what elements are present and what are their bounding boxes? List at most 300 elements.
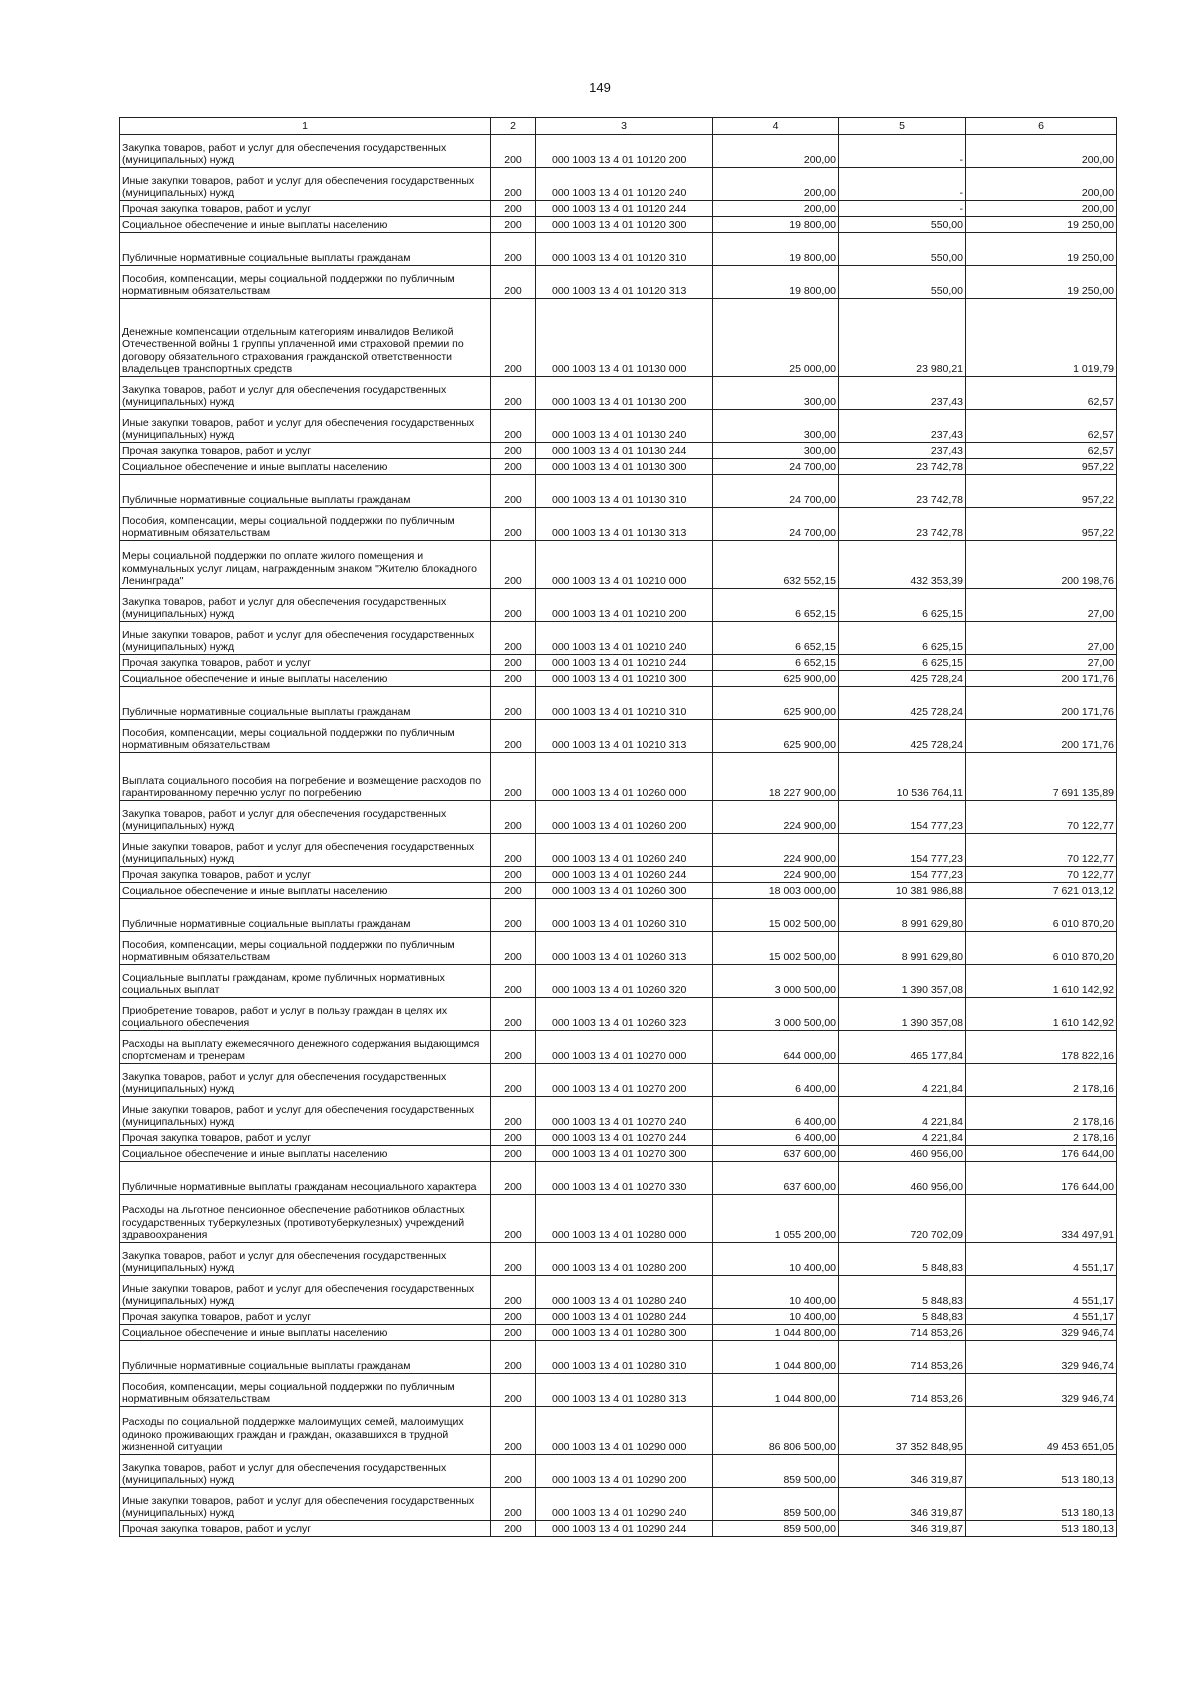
row-description: Публичные нормативные социальные выплаты гражданам (120, 233, 491, 266)
row-classification-code: 000 1003 13 4 01 10210 240 (536, 622, 713, 655)
row-unexecuted-amount: 70 122,77 (966, 801, 1117, 834)
row-unexecuted-amount: 2 178,16 (966, 1097, 1117, 1130)
row-approved-amount: 86 806 500,00 (713, 1407, 839, 1455)
table-row (120, 1130, 1117, 1146)
row-approved-amount: 859 500,00 (713, 1488, 839, 1521)
row-approved-amount: 632 552,15 (713, 541, 839, 589)
table-row (120, 687, 1117, 720)
row-description: Прочая закупка товаров, работ и услуг (120, 655, 491, 671)
row-approved-amount: 224 900,00 (713, 834, 839, 867)
row-approved-amount: 1 044 800,00 (713, 1325, 839, 1341)
row-unexecuted-amount: 513 180,13 (966, 1488, 1117, 1521)
row-executed-amount: 5 848,83 (839, 1309, 966, 1325)
row-classification-code: 000 1003 13 4 01 10270 000 (536, 1031, 713, 1064)
row-description: Иные закупки товаров, работ и услуг для обеспечения государственных (муниципальных) нужд (120, 834, 491, 867)
row-classification-code: 000 1003 13 4 01 10270 300 (536, 1146, 713, 1162)
row-unexecuted-amount: 176 644,00 (966, 1162, 1117, 1195)
row-classification-code: 000 1003 13 4 01 10210 244 (536, 655, 713, 671)
row-unexecuted-amount: 7 691 135,89 (966, 753, 1117, 801)
row-approved-amount: 200,00 (713, 135, 839, 168)
row-description: Пособия, компенсации, меры социальной поддержки по публичным нормативным обязательствам (120, 266, 491, 299)
row-description: Пособия, компенсации, меры социальной поддержки по публичным нормативным обязательствам (120, 1374, 491, 1407)
row-description: Социальное обеспечение и иные выплаты населению (120, 671, 491, 687)
row-executed-amount: 714 853,26 (839, 1325, 966, 1341)
row-description: Расходы на выплату ежемесячного денежного содержания выдающимся спортсменам и тренерам (120, 1031, 491, 1064)
row-classification-code: 000 1003 13 4 01 10130 240 (536, 410, 713, 443)
row-executed-amount: 425 728,24 (839, 720, 966, 753)
row-classification-code: 000 1003 13 4 01 10270 240 (536, 1097, 713, 1130)
row-classification-code: 000 1003 13 4 01 10120 244 (536, 201, 713, 217)
row-description: Расходы на льготное пенсионное обеспечение работников областных государственных туберкулезных (противотуберкулезных) учреждений здравоохранения (120, 1195, 491, 1243)
row-unexecuted-amount: 334 497,91 (966, 1195, 1117, 1243)
row-classification-code: 000 1003 13 4 01 10290 240 (536, 1488, 713, 1521)
row-executed-amount: - (839, 168, 966, 201)
row-unexecuted-amount: 1 610 142,92 (966, 965, 1117, 998)
row-executed-amount: 237,43 (839, 443, 966, 459)
row-executed-amount: - (839, 135, 966, 168)
row-executed-amount: 425 728,24 (839, 687, 966, 720)
row-unexecuted-amount: 200 171,76 (966, 687, 1117, 720)
row-line-code: 200 (491, 1325, 536, 1341)
column-header-4: 4 (713, 118, 839, 135)
row-description: Приобретение товаров, работ и услуг в пользу граждан в целях их социального обеспечения (120, 998, 491, 1031)
row-unexecuted-amount: 27,00 (966, 589, 1117, 622)
row-unexecuted-amount: 513 180,13 (966, 1521, 1117, 1537)
row-line-code: 200 (491, 266, 536, 299)
row-classification-code: 000 1003 13 4 01 10260 323 (536, 998, 713, 1031)
row-executed-amount: 550,00 (839, 233, 966, 266)
table-row (120, 1341, 1117, 1374)
row-description: Публичные нормативные социальные выплаты гражданам (120, 899, 491, 932)
row-executed-amount: 714 853,26 (839, 1374, 966, 1407)
row-classification-code: 000 1003 13 4 01 10270 200 (536, 1064, 713, 1097)
row-executed-amount: 1 390 357,08 (839, 998, 966, 1031)
table-row (120, 998, 1117, 1031)
row-classification-code: 000 1003 13 4 01 10280 244 (536, 1309, 713, 1325)
row-line-code: 200 (491, 671, 536, 687)
row-executed-amount: 432 353,39 (839, 541, 966, 589)
row-executed-amount: 714 853,26 (839, 1341, 966, 1374)
row-description: Социальное обеспечение и иные выплаты населению (120, 459, 491, 475)
row-description: Закупка товаров, работ и услуг для обеспечения государственных (муниципальных) нужд (120, 589, 491, 622)
row-classification-code: 000 1003 13 4 01 10260 310 (536, 899, 713, 932)
row-executed-amount: 154 777,23 (839, 867, 966, 883)
table-row (120, 377, 1117, 410)
row-classification-code: 000 1003 13 4 01 10130 313 (536, 508, 713, 541)
row-executed-amount: 8 991 629,80 (839, 932, 966, 965)
row-line-code: 200 (491, 655, 536, 671)
row-approved-amount: 19 800,00 (713, 217, 839, 233)
table-row (120, 541, 1117, 589)
row-classification-code: 000 1003 13 4 01 10130 200 (536, 377, 713, 410)
row-executed-amount: 23 742,78 (839, 475, 966, 508)
row-unexecuted-amount: 200 198,76 (966, 541, 1117, 589)
row-classification-code: 000 1003 13 4 01 10260 300 (536, 883, 713, 899)
table-row (120, 834, 1117, 867)
row-line-code: 200 (491, 168, 536, 201)
page-number: 149 (589, 80, 611, 95)
row-unexecuted-amount: 1 610 142,92 (966, 998, 1117, 1031)
row-description: Меры социальной поддержки по оплате жилого помещения и коммунальных услуг лицам, награжденным знаком "Жителю блокадного Ленинграда" (120, 541, 491, 589)
row-classification-code: 000 1003 13 4 01 10130 244 (536, 443, 713, 459)
row-classification-code: 000 1003 13 4 01 10260 000 (536, 753, 713, 801)
row-executed-amount: 6 625,15 (839, 589, 966, 622)
row-description: Иные закупки товаров, работ и услуг для обеспечения государственных (муниципальных) нужд (120, 410, 491, 443)
row-line-code: 200 (491, 834, 536, 867)
row-unexecuted-amount: 4 551,17 (966, 1243, 1117, 1276)
row-executed-amount: 460 956,00 (839, 1146, 966, 1162)
column-header-3: 3 (536, 118, 713, 135)
row-description: Социальное обеспечение и иные выплаты населению (120, 217, 491, 233)
row-unexecuted-amount: 2 178,16 (966, 1130, 1117, 1146)
row-executed-amount: - (839, 201, 966, 217)
row-executed-amount: 23 742,78 (839, 459, 966, 475)
row-line-code: 200 (491, 998, 536, 1031)
table-row (120, 867, 1117, 883)
table-row (120, 1064, 1117, 1097)
row-approved-amount: 625 900,00 (713, 671, 839, 687)
row-line-code: 200 (491, 443, 536, 459)
row-approved-amount: 6 400,00 (713, 1097, 839, 1130)
row-unexecuted-amount: 957,22 (966, 459, 1117, 475)
row-line-code: 200 (491, 899, 536, 932)
row-description: Прочая закупка товаров, работ и услуг (120, 1309, 491, 1325)
row-classification-code: 000 1003 13 4 01 10260 313 (536, 932, 713, 965)
row-unexecuted-amount: 6 010 870,20 (966, 932, 1117, 965)
row-description: Социальное обеспечение и иные выплаты населению (120, 883, 491, 899)
row-description: Иные закупки товаров, работ и услуг для обеспечения государственных (муниципальных) нужд (120, 622, 491, 655)
row-approved-amount: 6 400,00 (713, 1130, 839, 1146)
row-line-code: 200 (491, 1162, 536, 1195)
row-approved-amount: 1 044 800,00 (713, 1374, 839, 1407)
table-row (120, 233, 1117, 266)
row-classification-code: 000 1003 13 4 01 10210 300 (536, 671, 713, 687)
row-description: Прочая закупка товаров, работ и услуг (120, 1130, 491, 1146)
row-description: Выплата социального пособия на погребение и возмещение расходов по гарантированному перечню услуг по погребению (120, 753, 491, 801)
table-row (120, 201, 1117, 217)
row-executed-amount: 237,43 (839, 377, 966, 410)
row-classification-code: 000 1003 13 4 01 10280 200 (536, 1243, 713, 1276)
row-description: Иные закупки товаров, работ и услуг для обеспечения государственных (муниципальных) нужд (120, 168, 491, 201)
row-executed-amount: 425 728,24 (839, 671, 966, 687)
row-approved-amount: 300,00 (713, 443, 839, 459)
row-executed-amount: 154 777,23 (839, 834, 966, 867)
row-description: Расходы по социальной поддержке малоимущих семей, малоимущих одиноко проживающих граждан и граждан, оказавшихся в трудной жизненной ситуации (120, 1407, 491, 1455)
row-approved-amount: 19 800,00 (713, 266, 839, 299)
row-unexecuted-amount: 957,22 (966, 475, 1117, 508)
row-unexecuted-amount: 27,00 (966, 622, 1117, 655)
table-row (120, 655, 1117, 671)
row-line-code: 200 (491, 1341, 536, 1374)
table-row (120, 1031, 1117, 1064)
table-row (120, 1521, 1117, 1537)
row-executed-amount: 23 742,78 (839, 508, 966, 541)
row-approved-amount: 625 900,00 (713, 720, 839, 753)
row-unexecuted-amount: 27,00 (966, 655, 1117, 671)
row-executed-amount: 154 777,23 (839, 801, 966, 834)
table-row (120, 753, 1117, 801)
row-approved-amount: 1 055 200,00 (713, 1195, 839, 1243)
row-executed-amount: 6 625,15 (839, 622, 966, 655)
row-line-code: 200 (491, 801, 536, 834)
row-unexecuted-amount: 176 644,00 (966, 1146, 1117, 1162)
row-classification-code: 000 1003 13 4 01 10130 300 (536, 459, 713, 475)
row-executed-amount: 465 177,84 (839, 1031, 966, 1064)
row-description: Пособия, компенсации, меры социальной поддержки по публичным нормативным обязательствам (120, 508, 491, 541)
row-classification-code: 000 1003 13 4 01 10280 000 (536, 1195, 713, 1243)
row-line-code: 200 (491, 1488, 536, 1521)
table-row (120, 801, 1117, 834)
row-approved-amount: 300,00 (713, 410, 839, 443)
row-classification-code: 000 1003 13 4 01 10280 310 (536, 1341, 713, 1374)
table-row (120, 1309, 1117, 1325)
row-executed-amount: 346 319,87 (839, 1488, 966, 1521)
row-executed-amount: 37 352 848,95 (839, 1407, 966, 1455)
row-approved-amount: 19 800,00 (713, 233, 839, 266)
table-row (120, 1097, 1117, 1130)
row-line-code: 200 (491, 1276, 536, 1309)
row-classification-code: 000 1003 13 4 01 10260 320 (536, 965, 713, 998)
row-approved-amount: 18 227 900,00 (713, 753, 839, 801)
row-classification-code: 000 1003 13 4 01 10130 310 (536, 475, 713, 508)
row-executed-amount: 4 221,84 (839, 1130, 966, 1146)
column-header-5: 5 (839, 118, 966, 135)
row-classification-code: 000 1003 13 4 01 10280 240 (536, 1276, 713, 1309)
table-row (120, 443, 1117, 459)
row-classification-code: 000 1003 13 4 01 10260 244 (536, 867, 713, 883)
row-unexecuted-amount: 1 019,79 (966, 299, 1117, 377)
table-row (120, 1374, 1117, 1407)
row-executed-amount: 346 319,87 (839, 1455, 966, 1488)
row-classification-code: 000 1003 13 4 01 10260 240 (536, 834, 713, 867)
table-row (120, 217, 1117, 233)
row-executed-amount: 5 848,83 (839, 1276, 966, 1309)
row-classification-code: 000 1003 13 4 01 10280 300 (536, 1325, 713, 1341)
row-line-code: 200 (491, 541, 536, 589)
row-approved-amount: 224 900,00 (713, 801, 839, 834)
row-unexecuted-amount: 513 180,13 (966, 1455, 1117, 1488)
row-line-code: 200 (491, 299, 536, 377)
row-approved-amount: 1 044 800,00 (713, 1341, 839, 1374)
row-description: Публичные нормативные социальные выплаты гражданам (120, 475, 491, 508)
row-description: Денежные компенсации отдельным категориям инвалидов Великой Отечественной войны 1 группы уплаченной ими страховой премии по договору обязательного страхования гражданской ответственности владельцев транспортных средств (120, 299, 491, 377)
row-unexecuted-amount: 200,00 (966, 201, 1117, 217)
table-row (120, 410, 1117, 443)
row-description: Социальное обеспечение и иные выплаты населению (120, 1325, 491, 1341)
row-line-code: 200 (491, 589, 536, 622)
row-line-code: 200 (491, 1243, 536, 1276)
row-line-code: 200 (491, 201, 536, 217)
table-row (120, 1325, 1117, 1341)
row-executed-amount: 4 221,84 (839, 1064, 966, 1097)
row-unexecuted-amount: 49 453 651,05 (966, 1407, 1117, 1455)
row-line-code: 200 (491, 932, 536, 965)
table-row (120, 459, 1117, 475)
row-description: Закупка товаров, работ и услуг для обеспечения государственных (муниципальных) нужд (120, 135, 491, 168)
column-header-2: 2 (491, 118, 536, 135)
row-description: Закупка товаров, работ и услуг для обеспечения государственных (муниципальных) нужд (120, 1455, 491, 1488)
row-line-code: 200 (491, 867, 536, 883)
row-line-code: 200 (491, 687, 536, 720)
row-classification-code: 000 1003 13 4 01 10290 244 (536, 1521, 713, 1537)
row-description: Прочая закупка товаров, работ и услуг (120, 443, 491, 459)
row-classification-code: 000 1003 13 4 01 10290 000 (536, 1407, 713, 1455)
row-line-code: 200 (491, 1097, 536, 1130)
row-line-code: 200 (491, 965, 536, 998)
table-row (120, 1455, 1117, 1488)
table-row (120, 1146, 1117, 1162)
row-classification-code: 000 1003 13 4 01 10120 313 (536, 266, 713, 299)
row-classification-code: 000 1003 13 4 01 10120 200 (536, 135, 713, 168)
row-unexecuted-amount: 6 010 870,20 (966, 899, 1117, 932)
row-description: Иные закупки товаров, работ и услуг для обеспечения государственных (муниципальных) нужд (120, 1488, 491, 1521)
row-classification-code: 000 1003 13 4 01 10280 313 (536, 1374, 713, 1407)
table-row (120, 932, 1117, 965)
row-unexecuted-amount: 4 551,17 (966, 1276, 1117, 1309)
row-description: Пособия, компенсации, меры социальной поддержки по публичным нормативным обязательствам (120, 720, 491, 753)
row-description: Публичные нормативные выплаты гражданам несоциального характера (120, 1162, 491, 1195)
table-row (120, 671, 1117, 687)
row-description: Прочая закупка товаров, работ и услуг (120, 201, 491, 217)
table-row (120, 299, 1117, 377)
row-executed-amount: 346 319,87 (839, 1521, 966, 1537)
row-classification-code: 000 1003 13 4 01 10120 300 (536, 217, 713, 233)
row-line-code: 200 (491, 883, 536, 899)
row-line-code: 200 (491, 377, 536, 410)
table-row (120, 1407, 1117, 1455)
row-approved-amount: 3 000 500,00 (713, 965, 839, 998)
row-approved-amount: 18 003 000,00 (713, 883, 839, 899)
row-description: Пособия, компенсации, меры социальной поддержки по публичным нормативным обязательствам (120, 932, 491, 965)
row-approved-amount: 200,00 (713, 201, 839, 217)
row-executed-amount: 23 980,21 (839, 299, 966, 377)
row-approved-amount: 625 900,00 (713, 687, 839, 720)
row-unexecuted-amount: 4 551,17 (966, 1309, 1117, 1325)
row-unexecuted-amount: 329 946,74 (966, 1341, 1117, 1374)
table-row (120, 1243, 1117, 1276)
row-executed-amount: 10 381 986,88 (839, 883, 966, 899)
table-row (120, 1162, 1117, 1195)
row-unexecuted-amount: 7 621 013,12 (966, 883, 1117, 899)
row-description: Закупка товаров, работ и услуг для обеспечения государственных (муниципальных) нужд (120, 1064, 491, 1097)
row-description: Закупка товаров, работ и услуг для обеспечения государственных (муниципальных) нужд (120, 801, 491, 834)
row-executed-amount: 4 221,84 (839, 1097, 966, 1130)
row-unexecuted-amount: 178 822,16 (966, 1031, 1117, 1064)
row-line-code: 200 (491, 1521, 536, 1537)
row-line-code: 200 (491, 459, 536, 475)
row-classification-code: 000 1003 13 4 01 10210 313 (536, 720, 713, 753)
row-unexecuted-amount: 200 171,76 (966, 720, 1117, 753)
row-approved-amount: 24 700,00 (713, 459, 839, 475)
row-approved-amount: 637 600,00 (713, 1146, 839, 1162)
row-approved-amount: 859 500,00 (713, 1455, 839, 1488)
row-executed-amount: 1 390 357,08 (839, 965, 966, 998)
row-approved-amount: 859 500,00 (713, 1521, 839, 1537)
row-line-code: 200 (491, 410, 536, 443)
table-row (120, 508, 1117, 541)
row-line-code: 200 (491, 1031, 536, 1064)
row-unexecuted-amount: 19 250,00 (966, 217, 1117, 233)
row-approved-amount: 300,00 (713, 377, 839, 410)
table-row (120, 1276, 1117, 1309)
row-line-code: 200 (491, 508, 536, 541)
row-executed-amount: 460 956,00 (839, 1162, 966, 1195)
table-row (120, 1488, 1117, 1521)
table-row (120, 720, 1117, 753)
row-classification-code: 000 1003 13 4 01 10120 240 (536, 168, 713, 201)
table-body (120, 118, 1117, 1537)
row-executed-amount: 6 625,15 (839, 655, 966, 671)
row-approved-amount: 10 400,00 (713, 1276, 839, 1309)
row-executed-amount: 550,00 (839, 217, 966, 233)
row-description: Прочая закупка товаров, работ и услуг (120, 1521, 491, 1537)
row-approved-amount: 6 400,00 (713, 1064, 839, 1097)
row-line-code: 200 (491, 217, 536, 233)
row-executed-amount: 10 536 764,11 (839, 753, 966, 801)
row-classification-code: 000 1003 13 4 01 10210 200 (536, 589, 713, 622)
row-line-code: 200 (491, 1146, 536, 1162)
row-unexecuted-amount: 200,00 (966, 135, 1117, 168)
table-row (120, 475, 1117, 508)
row-line-code: 200 (491, 1064, 536, 1097)
row-classification-code: 000 1003 13 4 01 10270 244 (536, 1130, 713, 1146)
row-unexecuted-amount: 62,57 (966, 410, 1117, 443)
row-approved-amount: 200,00 (713, 168, 839, 201)
row-approved-amount: 3 000 500,00 (713, 998, 839, 1031)
row-line-code: 200 (491, 1407, 536, 1455)
row-description: Социальное обеспечение и иные выплаты населению (120, 1146, 491, 1162)
row-approved-amount: 6 652,15 (713, 655, 839, 671)
table-row (120, 589, 1117, 622)
row-unexecuted-amount: 70 122,77 (966, 867, 1117, 883)
row-classification-code: 000 1003 13 4 01 10130 000 (536, 299, 713, 377)
row-executed-amount: 5 848,83 (839, 1243, 966, 1276)
column-header-1: 1 (120, 118, 491, 135)
table-header-row (120, 118, 1117, 135)
row-line-code: 200 (491, 720, 536, 753)
row-line-code: 200 (491, 135, 536, 168)
row-unexecuted-amount: 62,57 (966, 377, 1117, 410)
row-executed-amount: 550,00 (839, 266, 966, 299)
row-approved-amount: 24 700,00 (713, 508, 839, 541)
row-approved-amount: 15 002 500,00 (713, 899, 839, 932)
row-description: Социальные выплаты гражданам, кроме публичных нормативных социальных выплат (120, 965, 491, 998)
row-approved-amount: 15 002 500,00 (713, 932, 839, 965)
row-line-code: 200 (491, 622, 536, 655)
budget-report-table (119, 117, 1117, 1537)
table-row (120, 135, 1117, 168)
row-unexecuted-amount: 70 122,77 (966, 834, 1117, 867)
row-approved-amount: 6 652,15 (713, 622, 839, 655)
row-approved-amount: 637 600,00 (713, 1162, 839, 1195)
row-classification-code: 000 1003 13 4 01 10120 310 (536, 233, 713, 266)
row-unexecuted-amount: 62,57 (966, 443, 1117, 459)
table-row (120, 883, 1117, 899)
row-line-code: 200 (491, 1455, 536, 1488)
row-approved-amount: 25 000,00 (713, 299, 839, 377)
row-description: Иные закупки товаров, работ и услуг для обеспечения государственных (муниципальных) нужд (120, 1276, 491, 1309)
row-description: Иные закупки товаров, работ и услуг для обеспечения государственных (муниципальных) нужд (120, 1097, 491, 1130)
row-unexecuted-amount: 19 250,00 (966, 266, 1117, 299)
table-row (120, 1195, 1117, 1243)
row-approved-amount: 10 400,00 (713, 1243, 839, 1276)
table-row (120, 622, 1117, 655)
row-classification-code: 000 1003 13 4 01 10270 330 (536, 1162, 713, 1195)
row-approved-amount: 224 900,00 (713, 867, 839, 883)
row-unexecuted-amount: 329 946,74 (966, 1374, 1117, 1407)
row-unexecuted-amount: 200 171,76 (966, 671, 1117, 687)
row-description: Публичные нормативные социальные выплаты гражданам (120, 687, 491, 720)
